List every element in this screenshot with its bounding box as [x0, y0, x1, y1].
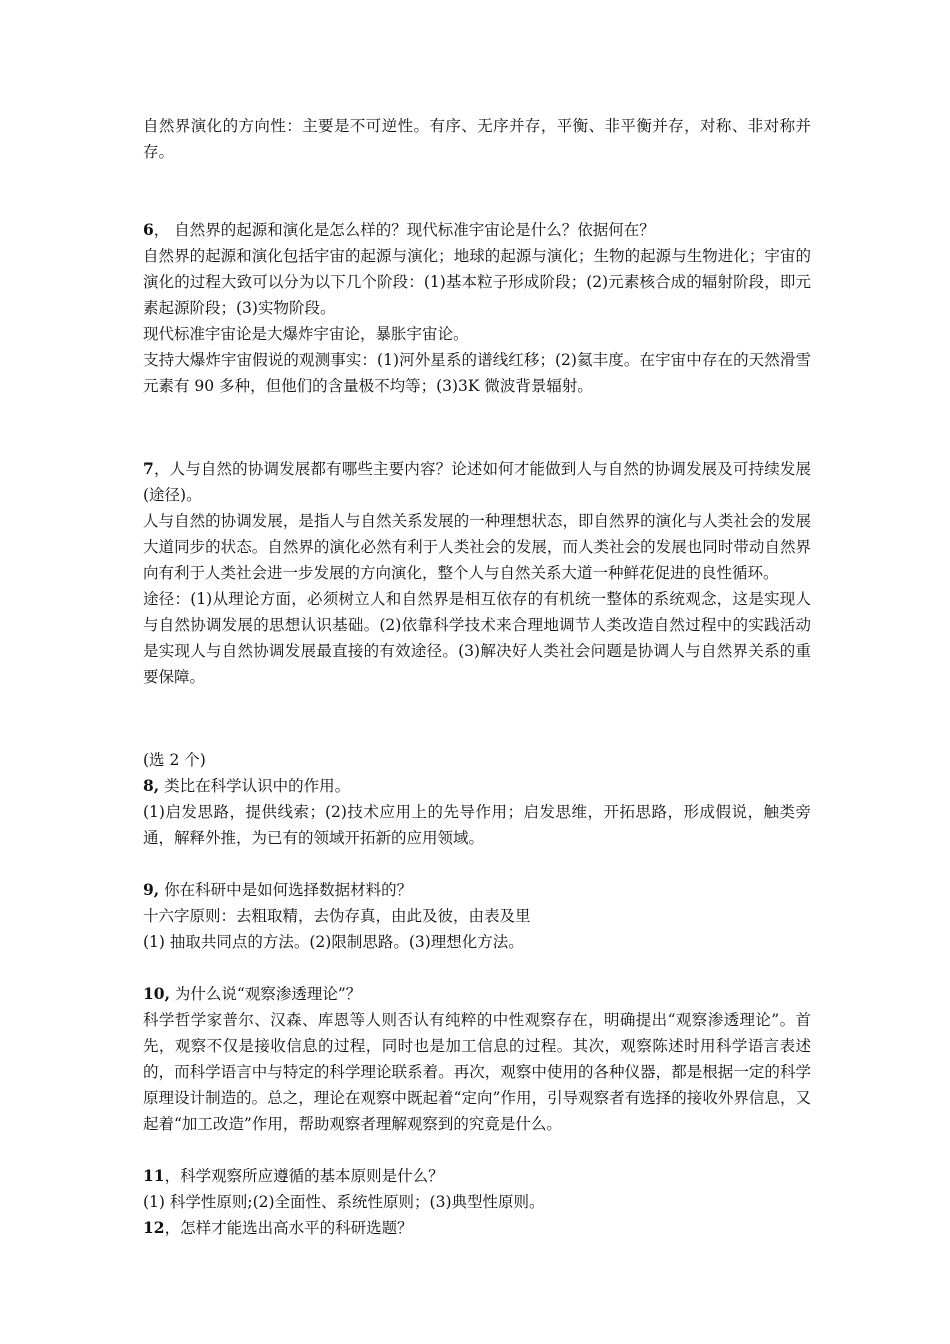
question-7-title	[143, 456, 811, 508]
spacer	[143, 1137, 811, 1163]
question-text: ， 自然界的起源和演化是怎么样的？现代标准宇宙论是什么？依据何在？	[153, 221, 655, 239]
select-note: (选 2 个)	[143, 751, 206, 769]
question-10-title	[143, 981, 811, 1007]
question-number: 6	[143, 220, 154, 239]
question-number: 11	[143, 1166, 165, 1185]
intro-paragraph: 自然界演化的方向性：主要是不可逆性。有序、无序并存，平衡、非平衡并存，对称、非对称并存。	[143, 117, 811, 161]
question-6-title	[143, 217, 811, 243]
spacer	[143, 851, 811, 877]
question-number: 12	[143, 1218, 165, 1237]
spacer	[143, 399, 811, 456]
question-text: 你在科研中是如何选择数据材料的？	[159, 881, 413, 899]
question-8	[143, 773, 811, 851]
answer-paragraph: 支持大爆炸宇宙假说的观测事实：(1)河外星系的谱线红移；(2)氦丰度。在宇宙中存在的天然滑雪元素有 90 多种，但他们的含量极不均等；(3)3K 微波背景辐射。	[143, 351, 811, 395]
document-body	[143, 113, 811, 1241]
question-6	[143, 217, 811, 399]
question-7	[143, 456, 811, 690]
spacer	[143, 955, 811, 981]
question-text: ，科学观察所应遵循的基本原则是什么？	[164, 1167, 444, 1185]
question-11	[143, 1163, 811, 1215]
answer-paragraph: 自然界的起源和演化包括宇宙的起源与演化；地球的起源与演化；生物的起源与生物进化；宇宙的演化的过程大致可以分为以下几个阶段：(1)基本粒子形成阶段；(2)元素核合成的辐射阶段，即元素起源阶段；(3)实物阶段。	[143, 247, 811, 317]
answer-paragraph: (1)启发思路，提供线索；(2)技术应用上的先导作用；启发思维，开拓思路，形成假说，触类旁通，解释外推，为已有的领域开拓新的应用领域。	[143, 803, 811, 847]
question-number: 8,	[143, 776, 160, 795]
spacer	[143, 690, 811, 747]
answer-paragraph: 人与自然的协调发展，是指人与自然关系发展的一种理想状态，即自然界的演化与人类社会的发展大道同步的状态。自然界的演化必然有利于人类社会的发展，而人类社会的发展也同时带动自然界向有利于人类社会进一步发展的方向演化，整个人与自然关系大道一种鲜花促进的良性循环。	[143, 512, 811, 582]
answer-paragraph: 现代标准宇宙论是大爆炸宇宙论，暴胀宇宙论。	[143, 325, 469, 343]
answer-paragraph: 科学哲学家普尔、汉森、库恩等人则否认有纯粹的中性观察存在，明确提出“观察渗透理论”。首先，观察不仅是接收信息的过程，同时也是加工信息的过程。其次，观察陈述时用科学语言表述的，而科学语言中与特定的科学理论联系着。再次，观察中使用的各种仪器，都是根据一定的科学原理设计制造的。总之，理论在观察中既起着“定向”作用，引导观察者有选择的接收外界信息，又起着“加工改造”作用，帮助观察者理解观察到的究竟是什么。	[143, 1011, 811, 1133]
question-number: 9,	[143, 880, 160, 899]
answer-paragraph: (1) 抽取共同点的方法。(2)限制思路。(3)理想化方法。	[143, 933, 524, 951]
question-12	[143, 1215, 811, 1241]
answer-paragraph: 途径：(1)从理论方面，必须树立人和自然界是相互依存的有机统一整体的系统观念，这是实现人与自然协调发展的思想认识基础。(2)依靠科学技术来合理地调节人类改造自然过程中的实践活动是实现人与自然协调发展最直接的有效途径。(3)解决好人类社会问题是协调人与自然界关系的重要保障。	[143, 590, 811, 686]
answer-paragraph: (1) 科学性原则;(2)全面性、系统性原则；(3)典型性原则。	[143, 1193, 545, 1211]
question-text: ，怎样才能选出高水平的科研选题？	[164, 1219, 413, 1237]
question-number: 7	[143, 459, 154, 478]
question-9-title	[143, 877, 811, 903]
question-12-title	[143, 1215, 811, 1241]
question-text: 为什么说“观察渗透理论”？	[169, 985, 362, 1003]
question-10	[143, 981, 811, 1137]
question-number: 10,	[143, 984, 170, 1003]
question-8-title	[143, 773, 811, 799]
question-text: 类比在科学认识中的作用。	[159, 777, 351, 795]
spacer	[143, 165, 811, 217]
answer-paragraph: 十六字原则：去粗取精，去伪存真，由此及彼，由表及里	[143, 907, 531, 925]
question-text: ，人与自然的协调发展都有哪些主要内容？论述如何才能做到人与自然的协调发展及可持续发展(途径)。	[143, 460, 811, 504]
question-11-title	[143, 1163, 811, 1189]
question-9	[143, 877, 811, 955]
